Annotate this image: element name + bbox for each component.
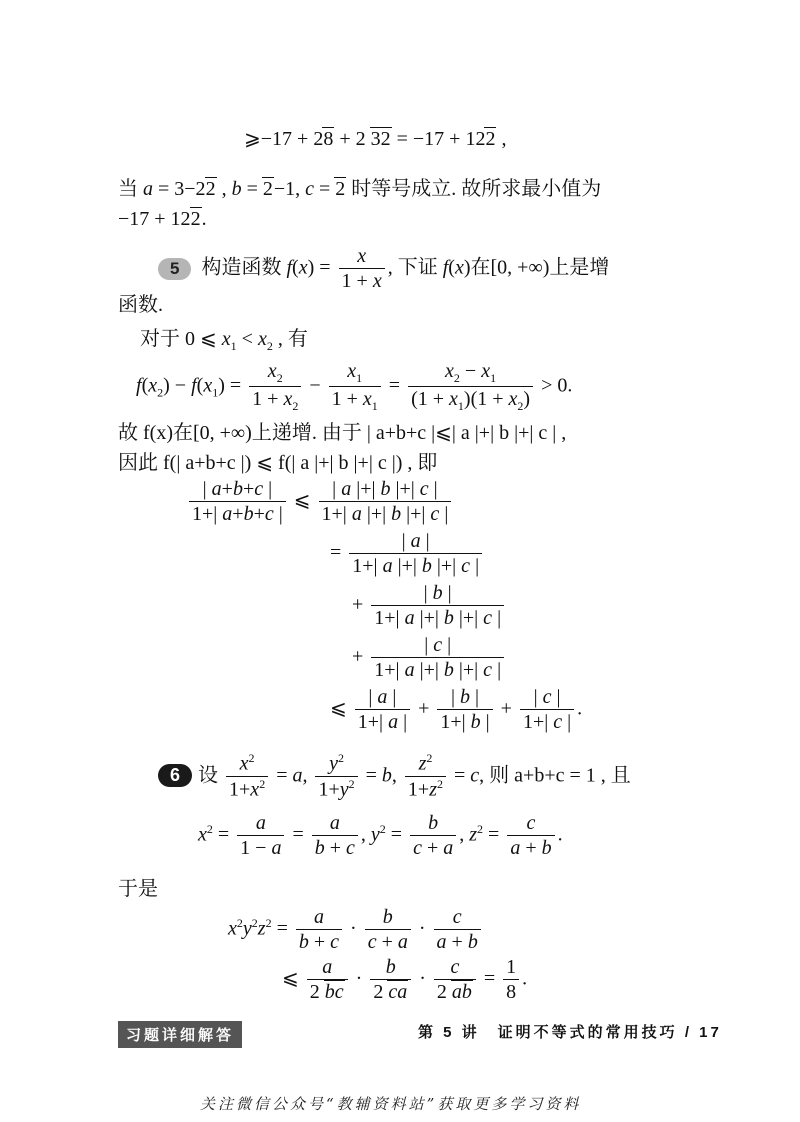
difference-equation: $f(x_2) - f(x_1)$ = $\frac{x_2}{1 + x_2}$ − $\frac{x_1}{1 + x_1}$ = $\frac{x_2 - x_1}{(1 + x_1)(1 + x_2)}$ > 0.	[136, 360, 573, 413]
footer-section-label: 习题详细解答	[118, 1021, 242, 1048]
substitution-equations: $x^2$ = $\frac{a}{1 - a}$ = $\frac{a}{b + c}$ , $y^2$ = $\frac{b}{c + a}$ , $z^2$ = $\frac{c}{a + b}$ .	[198, 812, 563, 859]
problem-6-header: 6 设 $\frac{x^2}{1+x^2}$ = a, $\frac{y^2}{1+y^2}$ = b, $\frac{z^2}{1+z^2}$ = c, 则 a+b+c = 1 , 且	[158, 752, 631, 801]
product-equation: $x^2y^2z^2$ = $\frac{a}{b + c}$ · $\frac{b}{c + a}$ · $\frac{c}{a + b}$	[228, 906, 484, 954]
therefore-text: 于是	[118, 878, 158, 900]
inequality-line-1: ⩾−17 + 28 + 2 32 = −17 + 122 ,	[244, 128, 507, 150]
footer-chapter-label: 第 5 讲 证明不等式的常用技巧 / 17	[418, 1024, 722, 1041]
problem-5-badge: 5	[158, 258, 191, 280]
chain-line-1: $\frac{| a+b+c |}{1+| a+b+c |}$ ⩽ $\frac{| a |+| b |+| c |}{1+| a |+| b |+| c |}$	[186, 478, 454, 526]
equality-text: 时等号成立. 故所求最小值为	[351, 178, 602, 200]
product-bound: ⩽ $\frac{a}{2 bc}$ · $\frac{b}{2 ca}$ · $\frac{c}{2 ab}$ = $\frac{1}{8}$ .	[282, 956, 528, 1003]
chain-line-3: + $\frac{| b |}{1+| a |+| b |+| c |}$	[352, 582, 507, 630]
set-text: 设	[198, 764, 219, 787]
problem-5-line2: 函数.	[118, 294, 163, 316]
problem-6-badge: 6	[158, 764, 192, 787]
construct-text: 构造函数	[201, 256, 282, 279]
conclusion-line-1: 故 f(x)在[0, +∞)上递增. 由于 | a+b+c |⩽| a |+| b |+| c | ,	[118, 422, 567, 444]
chain-line-5: ⩽ $\frac{| a |}{1+| a |}$ + $\frac{| b |}{1+| b |}$ + $\frac{| c |}{1+| c |}$ .	[330, 686, 583, 733]
chain-line-4: + $\frac{| c |}{1+| a |+| b |+| c |}$	[352, 634, 507, 682]
equality-lead: 当	[118, 178, 138, 200]
for-text: 对于 0 ⩽ $x_1 < x_2$ , 有	[140, 328, 308, 353]
problem-6-tail: , 则 a+b+c = 1 , 且	[479, 764, 631, 787]
bottom-note: 关注微信公众号“教辅资料站”获取更多学习资料	[200, 1095, 582, 1113]
conclusion-line-2: 因此 f(| a+b+c |) ⩽ f(| a |+| b |+| c |) , 即	[118, 452, 438, 474]
chain-line-2: = $\frac{| a |}{1+| a |+| b |+| c |}$	[330, 530, 485, 578]
equality-condition: 当 a = 3−22 , b = 2−1, c = 2 时等号成立. 故所求最小值为	[118, 178, 602, 200]
problem-5-header: 5 构造函数 f(x) = $\frac{x}{1 + x}$ , 下证 f(x)在[0, +∞)上是增	[158, 245, 609, 293]
min-value: −17 + 122.	[118, 208, 207, 230]
